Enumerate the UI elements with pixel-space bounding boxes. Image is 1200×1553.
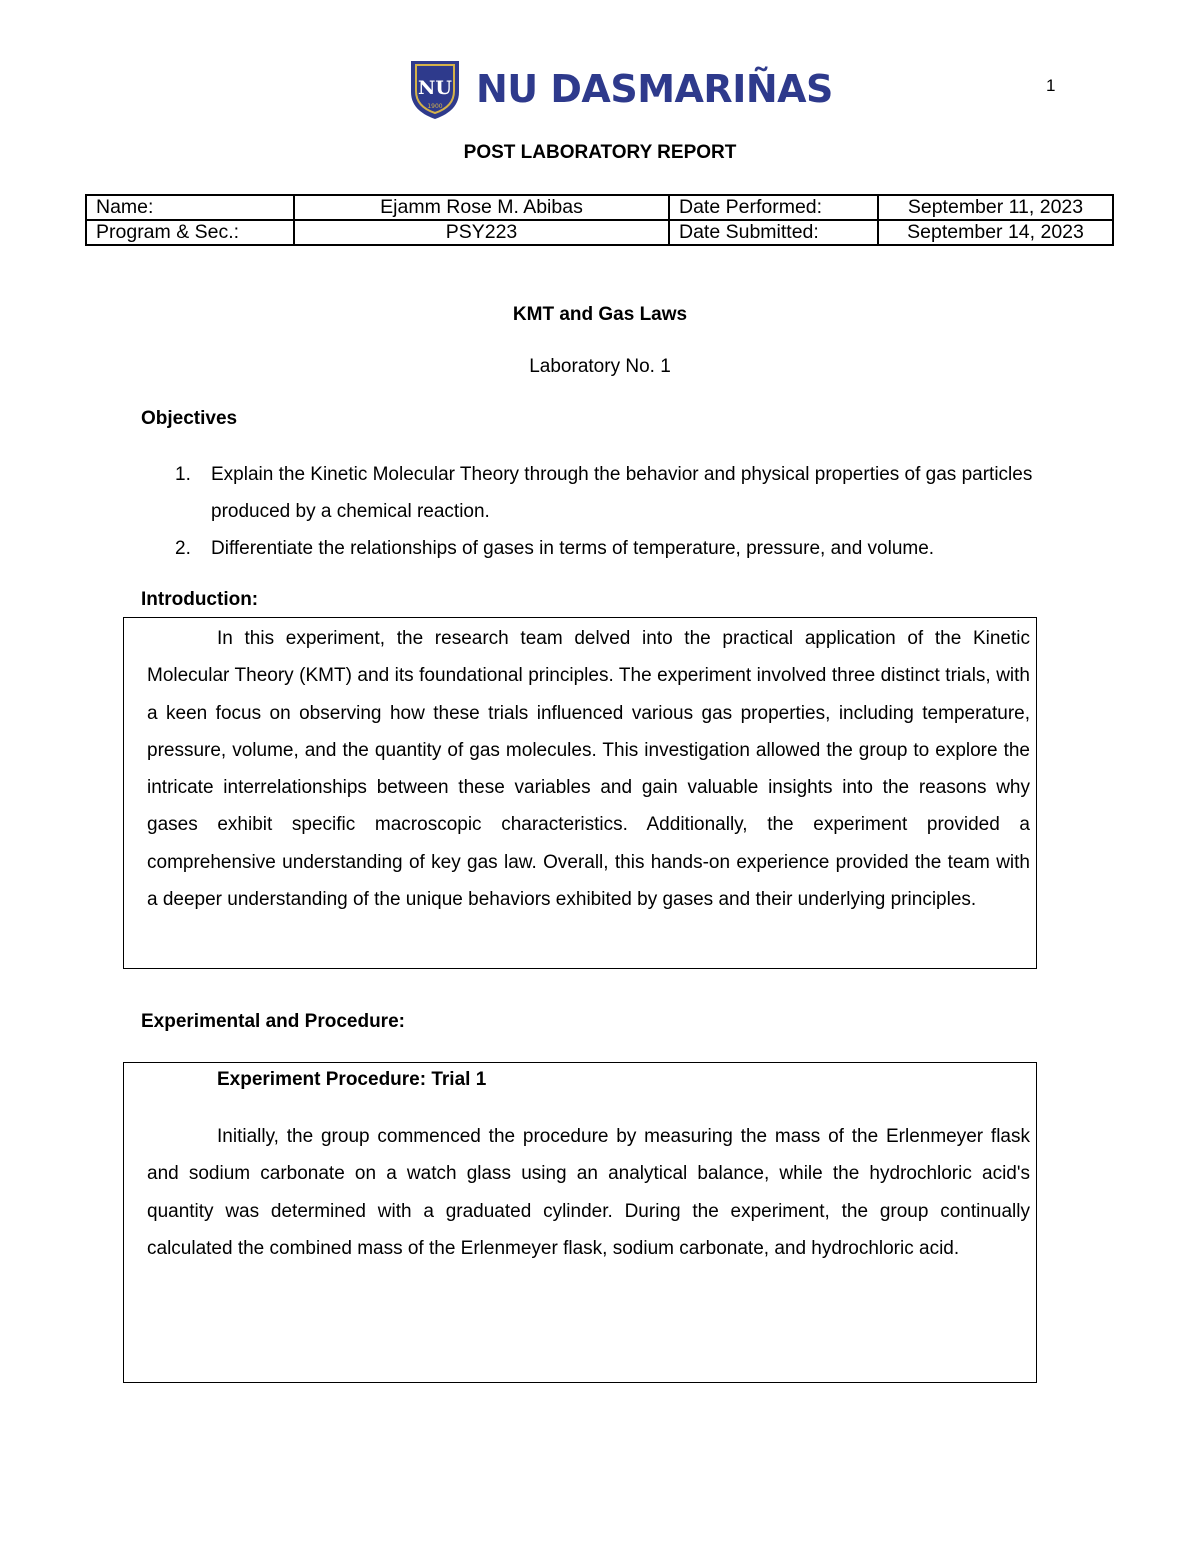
name-label: Name: <box>86 195 294 220</box>
university-logo <box>408 58 833 120</box>
procedure-heading: Experimental and Procedure: <box>141 1011 405 1032</box>
table-row <box>86 220 1113 245</box>
date-submitted-value: September 14, 2023 <box>878 220 1113 245</box>
svg-text:NU: NU <box>418 77 452 99</box>
program-label: Program & Sec.: <box>86 220 294 245</box>
university-name: NU DASMARIÑAS <box>476 67 833 111</box>
page-number: 1 <box>1046 76 1056 95</box>
student-info-table <box>85 194 1114 246</box>
procedure-text: Initially, the group commenced the procedure by measuring the mass of the Erlenmeyer flask and sodium carbonate on a watch glass using an analytical balance, while the hydrochloric acid's quantity was determined with a graduated cylinder. During the experiment, the group continually calculated the combined mass of the Erlenmeyer flask, sodium carbonate, and hydrochloric acid. <box>147 1126 1030 1259</box>
date-performed-label: Date Performed: <box>669 195 878 220</box>
lab-number: Laboratory No. 1 <box>529 356 671 377</box>
objectives-heading: Objectives <box>141 408 238 429</box>
introduction-box <box>123 617 1037 969</box>
introduction-text: In this experiment, the research team delved into the practical application of the Kinetic Molecular Theory (KMT) and its foundational principles. The experiment involved three distinct trials, with a keen focus on observing how these trials influenced various gas properties, including temperature, pressure, volume, and the quantity of gas molecules. This investigation allowed the group to explore the intricate interrelationships between these variables and gain valuable insights into the reasons why gases exhibit specific macroscopic characteristics. Additionally, the experiment provided a comprehensive understanding of key gas law. Overall, this hands-on experience provided the team with a deeper understanding of the unique behaviors exhibited by gases and their underlying principles. <box>147 628 1030 911</box>
procedure-subheading: Experiment Procedure: Trial 1 <box>217 1069 487 1090</box>
list-item-number: 1. <box>175 464 191 485</box>
report-title: POST LABORATORY REPORT <box>463 142 737 163</box>
procedure-box <box>123 1062 1037 1383</box>
date-submitted-label: Date Submitted: <box>669 220 878 245</box>
lab-title: KMT and Gas Laws <box>512 304 688 325</box>
list-item-number: 2. <box>175 538 191 559</box>
introduction-heading: Introduction: <box>141 589 259 610</box>
table-row <box>86 195 1113 220</box>
date-performed-value: September 11, 2023 <box>878 195 1113 220</box>
program-value: PSY223 <box>294 220 669 245</box>
svg-text:1900: 1900 <box>427 103 443 110</box>
list-item <box>141 456 1071 530</box>
list-item-text: Differentiate the relationships of gases in terms of temperature, pressure, and volume. <box>211 538 935 559</box>
list-item <box>141 530 1071 567</box>
name-value: Ejamm Rose M. Abibas <box>294 195 669 220</box>
university-seal-icon <box>408 58 462 120</box>
list-item-text: Explain the Kinetic Molecular Theory through the behavior and physical properties of gas particles produced by a chemical reaction. <box>211 464 1033 522</box>
objectives-list <box>141 456 1071 567</box>
